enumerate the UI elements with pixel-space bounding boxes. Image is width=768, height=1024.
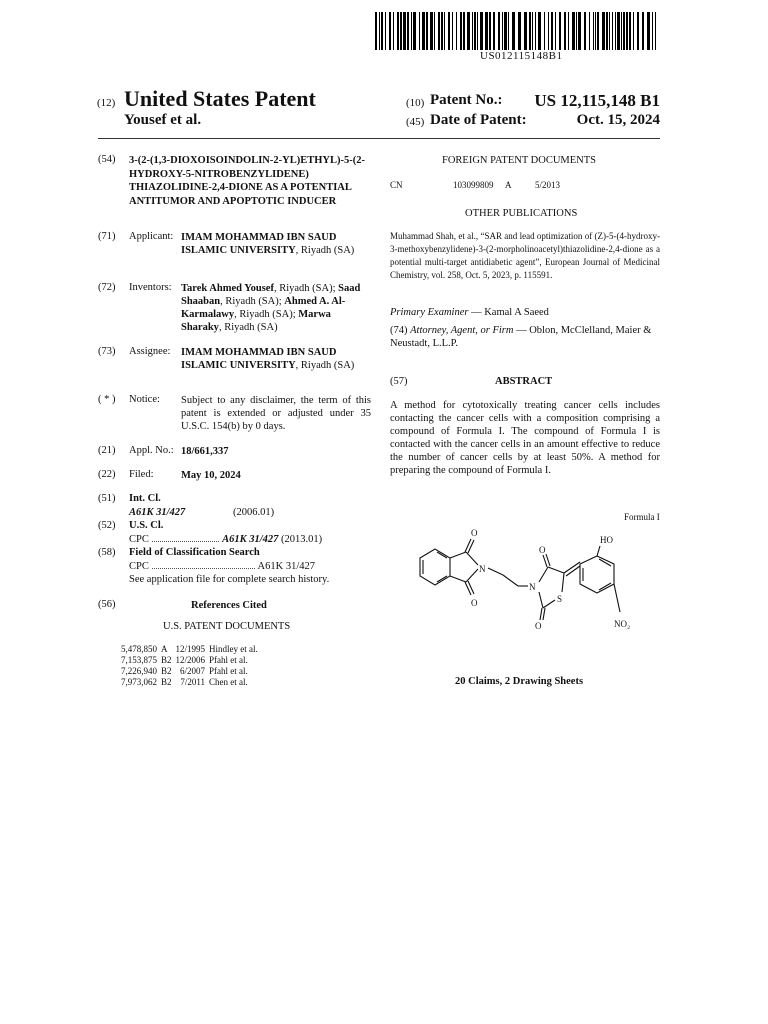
doc-kind: B2 bbox=[161, 666, 172, 676]
barcode-bar bbox=[572, 12, 575, 50]
barcode-bar bbox=[602, 12, 605, 50]
barcode-bar bbox=[512, 12, 515, 50]
barcode-bar bbox=[375, 12, 377, 50]
patent-no-label: Patent No.: bbox=[430, 92, 503, 108]
barcode-bar bbox=[485, 12, 488, 50]
filed-code: (22) bbox=[98, 469, 116, 480]
assignee-value bbox=[181, 346, 371, 372]
barcode-bar bbox=[609, 12, 610, 50]
doc-kind: A bbox=[161, 644, 168, 654]
filed-date: May 10, 2024 bbox=[181, 470, 241, 481]
barcode-bars bbox=[375, 12, 661, 50]
us-doc-row bbox=[121, 655, 262, 666]
doc-number: 7,973,062 bbox=[121, 677, 157, 687]
notice-code: ( * ) bbox=[98, 394, 116, 405]
barcode-bar bbox=[472, 12, 473, 50]
barcode-bar bbox=[502, 12, 503, 50]
header-divider bbox=[98, 138, 660, 139]
us-docs-title: U.S. PATENT DOCUMENTS bbox=[163, 621, 291, 632]
filed-label: Filed: bbox=[129, 469, 154, 480]
barcode-bar bbox=[411, 12, 412, 50]
barcode-bar bbox=[655, 12, 656, 50]
attorney-name: — Oblon, McClelland, Maier & Neustadt, L.L.P. bbox=[390, 325, 652, 349]
barcode-bar bbox=[548, 12, 549, 50]
examiner-label: Primary Examiner bbox=[390, 307, 469, 318]
other-pubs-text: Muhammad Shah, et al., “SAR and lead optimization of (Z)-5-(4-hydroxy-3-methoxybenzylidene)-3-(2-morpholinoacetyl)thiazolidine-2,4-dione as a potential multi-target antidiabetic agent”, European Journal of Medicinal Chemistry, vol. 258, Oct. 5, 2023, p. 115591. bbox=[390, 231, 660, 280]
appl-label: Appl. No.: bbox=[129, 445, 174, 456]
barcode-bar bbox=[426, 12, 428, 50]
date-label: Date of Patent: bbox=[430, 112, 527, 128]
barcode-bar bbox=[467, 12, 470, 50]
doc-name: Pfahl et al. bbox=[209, 655, 248, 665]
barcode-bar bbox=[612, 12, 613, 50]
barcode-number: US012115148B1 bbox=[480, 50, 563, 62]
doc-date: 6/2007 bbox=[180, 666, 206, 676]
barcode-bar bbox=[413, 12, 416, 50]
barcode-bar bbox=[559, 12, 561, 50]
inventor-location: , Riyadh (SA); bbox=[234, 309, 296, 320]
field-label: Field of Classification Search bbox=[129, 547, 260, 558]
barcode-bar bbox=[551, 12, 553, 50]
barcode-bar bbox=[652, 12, 653, 50]
barcode-bar bbox=[508, 12, 509, 50]
barcode-bar bbox=[647, 12, 650, 50]
doc-kind: B2 bbox=[161, 655, 172, 665]
phenol-ring bbox=[580, 556, 614, 593]
title-code: (54) bbox=[98, 154, 116, 165]
barcode-bar bbox=[474, 12, 476, 50]
barcode-bar bbox=[381, 12, 383, 50]
uscl-class: A61K 31/427 bbox=[222, 534, 279, 545]
barcode-bar bbox=[593, 12, 594, 50]
barcode-bar bbox=[448, 12, 450, 50]
barcode-bar bbox=[621, 12, 622, 50]
barcode-bar bbox=[564, 12, 566, 50]
notice-text: Subject to any disclaimer, the term of this patent is extended or adjusted under 35 U.S.C. 154(b) by 0 days. bbox=[181, 395, 371, 432]
barcode-bar bbox=[438, 12, 440, 50]
applicant-label: Applicant: bbox=[129, 231, 174, 242]
benzene-ring bbox=[420, 549, 450, 585]
formula-structure bbox=[400, 520, 660, 635]
barcode-bar bbox=[623, 12, 625, 50]
abstract-code: (57) bbox=[390, 376, 408, 387]
barcode-bar bbox=[532, 12, 533, 50]
atom-n-imide: N bbox=[479, 564, 486, 574]
barcode-bar bbox=[434, 12, 435, 50]
barcode-bar bbox=[419, 12, 420, 50]
inventor-location: , Riyadh (SA); bbox=[220, 296, 282, 307]
atom-o-bottom: O bbox=[471, 598, 478, 608]
barcode-bar bbox=[498, 12, 500, 50]
uscl-cpc: CPC bbox=[129, 534, 149, 545]
us-docs-table bbox=[121, 644, 262, 688]
patent-no-value: US 12,115,148 B1 bbox=[534, 91, 660, 110]
barcode-bar bbox=[393, 12, 394, 50]
patent-authors: Yousef et al. bbox=[124, 112, 202, 128]
atom-o-tzd-bottom: O bbox=[535, 621, 542, 631]
patent-type-title: United States Patent bbox=[124, 86, 316, 111]
barcode-bar bbox=[456, 12, 457, 50]
foreign-kind: A bbox=[505, 180, 512, 190]
barcode-bar bbox=[633, 12, 634, 50]
atom-o-top: O bbox=[471, 528, 478, 538]
abstract-title: ABSTRACT bbox=[495, 376, 553, 387]
barcode-bar bbox=[629, 12, 631, 50]
uscl-dots: .................................. bbox=[151, 535, 220, 544]
barcode-bar bbox=[430, 12, 433, 50]
barcode-bar bbox=[529, 12, 531, 50]
refs-code: (56) bbox=[98, 599, 116, 610]
barcode-bar bbox=[584, 12, 586, 50]
intcl-class: A61K 31/427 bbox=[129, 507, 186, 518]
applicant-location: , Riyadh (SA) bbox=[295, 245, 355, 256]
date-code: (45) bbox=[406, 116, 425, 128]
doc-name: Chen et al. bbox=[209, 677, 248, 687]
doc-name: Pfahl et al. bbox=[209, 666, 248, 676]
other-pubs-title: OTHER PUBLICATIONS bbox=[465, 208, 578, 219]
atom-ho: HO bbox=[600, 535, 613, 545]
barcode-bar bbox=[524, 12, 527, 50]
barcode-bar bbox=[597, 12, 599, 50]
inventors-code: (72) bbox=[98, 282, 116, 293]
barcode-bar bbox=[477, 12, 478, 50]
barcode-bar bbox=[568, 12, 569, 50]
doc-number: 7,153,875 bbox=[121, 655, 157, 665]
barcode-bar bbox=[595, 12, 596, 50]
us-doc-row bbox=[121, 666, 262, 677]
barcode-bar bbox=[444, 12, 445, 50]
barcode-bar bbox=[589, 12, 590, 50]
assignee-location: , Riyadh (SA) bbox=[295, 360, 355, 371]
field-dots: .................................................... bbox=[151, 562, 256, 571]
barcode-bar bbox=[642, 12, 644, 50]
date-value: Oct. 15, 2024 bbox=[576, 112, 660, 128]
barcode bbox=[375, 12, 661, 50]
inventors-label: Inventors: bbox=[129, 282, 172, 293]
intcl-label: Int. Cl. bbox=[129, 493, 161, 504]
formula-label: Formula I bbox=[624, 512, 660, 522]
atom-s: S bbox=[557, 594, 563, 604]
doc-number: 7,226,940 bbox=[121, 666, 157, 676]
foreign-docs-title: FOREIGN PATENT DOCUMENTS bbox=[442, 155, 597, 166]
attorney-code: (74) bbox=[390, 325, 408, 336]
barcode-bar bbox=[452, 12, 453, 50]
inventors-value bbox=[181, 282, 371, 334]
refs-label: References Cited bbox=[191, 600, 267, 611]
doc-date: 12/2006 bbox=[175, 655, 206, 665]
uscl-year: (2013.01) bbox=[281, 534, 323, 545]
barcode-bar bbox=[480, 12, 483, 50]
barcode-bar bbox=[518, 12, 521, 50]
barcode-bar bbox=[379, 12, 380, 50]
barcode-bar bbox=[493, 12, 495, 50]
barcode-bar bbox=[407, 12, 409, 50]
inventor-location: , Riyadh (SA); bbox=[273, 283, 336, 294]
barcode-bar bbox=[403, 12, 406, 50]
doc-number: 5,478,850 bbox=[121, 644, 157, 654]
us-doc-row bbox=[121, 677, 262, 688]
assignee-code: (73) bbox=[98, 346, 116, 357]
barcode-bar bbox=[535, 12, 536, 50]
inventor-location: , Riyadh (SA) bbox=[218, 322, 278, 333]
appl-code: (21) bbox=[98, 445, 116, 456]
doc-name: Hindley et al. bbox=[209, 644, 258, 654]
appl-number: 18/661,337 bbox=[181, 446, 229, 457]
barcode-bar bbox=[422, 12, 425, 50]
barcode-bar bbox=[637, 12, 639, 50]
applicant-value bbox=[181, 231, 371, 257]
uscl-code: (52) bbox=[98, 520, 116, 531]
foreign-number: 103099809 bbox=[453, 180, 494, 190]
claims-summary: 20 Claims, 2 Drawing Sheets bbox=[455, 676, 584, 687]
field-note: See application file for complete search history. bbox=[129, 574, 330, 585]
barcode-bar bbox=[626, 12, 628, 50]
barcode-bar bbox=[441, 12, 443, 50]
barcode-bar bbox=[617, 12, 620, 50]
uscl-cpc-line bbox=[129, 533, 371, 546]
abstract-text: A method for cytotoxically treating cancer cells includes contacting the cancer cells with a composition comprising a compound of Formula I. The compound of Formula I is contacted with the cancer cells in an amount effective to reduce the number of cancer cells by at least 50%. A method for preparing the compound of Formula I. bbox=[390, 400, 660, 476]
inventor-name: Marwa Sharaky bbox=[181, 309, 331, 333]
atom-n-tzd: N bbox=[529, 582, 536, 592]
assignee-label: Assignee: bbox=[129, 346, 171, 357]
inventor-name: Saad Shaaban bbox=[181, 283, 361, 307]
attorney-label: Attorney, Agent, or Firm bbox=[410, 325, 514, 336]
barcode-bar bbox=[460, 12, 462, 50]
barcode-bar bbox=[544, 12, 545, 50]
atom-no2: NO₂ bbox=[614, 619, 631, 629]
patent-no-code: (10) bbox=[406, 97, 425, 109]
barcode-bar bbox=[489, 12, 491, 50]
foreign-country: CN bbox=[390, 180, 403, 190]
us-docs-list bbox=[121, 644, 262, 688]
invention-title: 3-(2-(1,3-DIOXOISOINDOLIN-2-YL)ETHYL)-5-(2-HYDROXY-5-NITROBENZYLIDENE) THIAZOLIDINE-2,4-DIONE AS A POTENTIAL ANTITUMOR AND APOPTOTIC INDUCER bbox=[129, 155, 365, 207]
barcode-bar bbox=[578, 12, 581, 50]
atom-o-tzd-top: O bbox=[539, 545, 546, 555]
field-cpc-line bbox=[129, 560, 371, 573]
examiner-name: — Kamal A Saeed bbox=[468, 307, 549, 318]
intcl-year: (2006.01) bbox=[233, 507, 275, 518]
examiner-line bbox=[390, 306, 549, 319]
applicant-name: IMAM MOHAMMAD IBN SAUD ISLAMIC UNIVERSITY bbox=[181, 232, 337, 256]
applicant-code: (71) bbox=[98, 231, 116, 242]
barcode-bar bbox=[397, 12, 399, 50]
barcode-bar bbox=[576, 12, 577, 50]
intcl-code: (51) bbox=[98, 493, 116, 504]
inventor-name: Tarek Ahmed Yousef bbox=[181, 283, 274, 294]
barcode-bar bbox=[555, 12, 556, 50]
barcode-bar bbox=[400, 12, 402, 50]
barcode-bar bbox=[538, 12, 541, 50]
uscl-label: U.S. Cl. bbox=[129, 520, 164, 531]
us-doc-row bbox=[121, 644, 262, 655]
attorney-line bbox=[390, 324, 660, 350]
doc-date: 7/2011 bbox=[180, 677, 206, 687]
barcode-bar bbox=[504, 12, 507, 50]
inventor-name: Ahmed A. Al-Karmalawy bbox=[181, 296, 346, 320]
field-value: A61K 31/427 bbox=[257, 561, 315, 572]
barcode-bar bbox=[606, 12, 608, 50]
field-cpc: CPC bbox=[129, 561, 149, 572]
assignee-name: IMAM MOHAMMAD IBN SAUD ISLAMIC UNIVERSITY bbox=[181, 347, 337, 371]
barcode-bar bbox=[389, 12, 391, 50]
doc-kind: B2 bbox=[161, 677, 172, 687]
foreign-date: 5/2013 bbox=[535, 180, 561, 190]
barcode-bar bbox=[385, 12, 386, 50]
barcode-bar bbox=[463, 12, 465, 50]
notice-label: Notice: bbox=[129, 394, 160, 405]
field-code: (58) bbox=[98, 547, 116, 558]
doc-date: 12/1995 bbox=[175, 644, 206, 654]
patent-type-code: (12) bbox=[97, 97, 116, 109]
barcode-bar bbox=[615, 12, 616, 50]
